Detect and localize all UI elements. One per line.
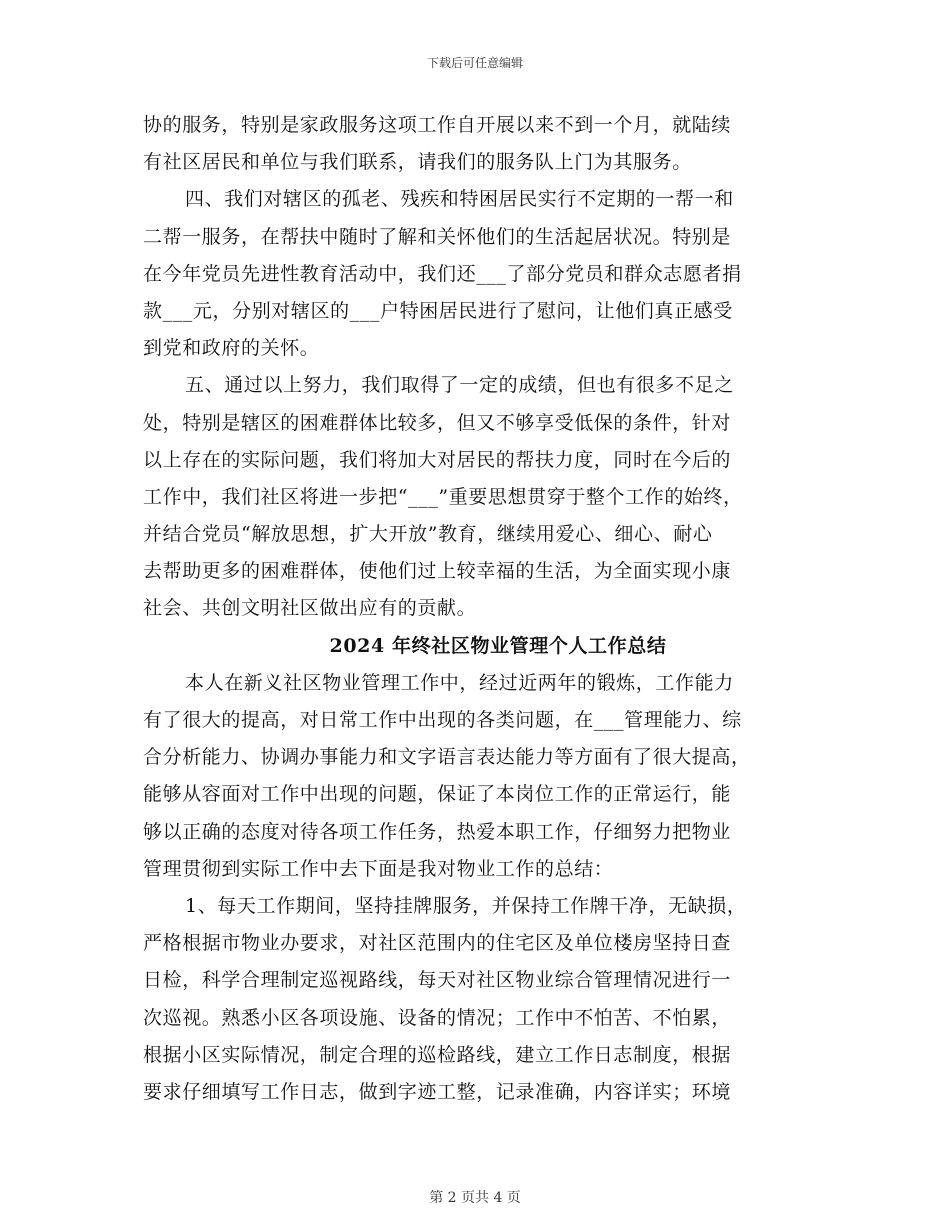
paragraph-line: 在今年党员先进性教育活动中，我们还___了部分党员和群众志愿者捐 [143, 262, 742, 285]
paragraph-line: 要求仔细填写工作日志，做到字迹工整，记录准确，内容详实；环境 [143, 1080, 732, 1103]
paragraph-line: 以上存在的实际问题，我们将加大对居民的帮扶力度，同时在今后的 [143, 448, 732, 471]
paragraph-line: 并结合党员“解放思想，扩大开放”教育，继续用爱心、细心、耐心 [143, 523, 713, 546]
paragraph-line: 严格根据市物业办要求，对社区范围内的住宅区及单位楼房坚持日查 [143, 932, 732, 955]
paragraph-line: 合分析能力、协调办事能力和文字语言表达能力等方面有了很大提高， [143, 746, 751, 769]
paragraph-line: 到党和政府的关怀。 [143, 337, 320, 360]
paragraph-line: 二帮一服务，在帮扶中随时了解和关怀他们的生活起居状况。特别是 [143, 225, 732, 248]
paragraph-line: 有了很大的提高，对日常工作中出现的各类问题，在___管理能力、综 [143, 709, 742, 731]
page-header: 下载后可任意编辑 [426, 56, 523, 70]
paragraph-line: 去帮助更多的困难群体，使他们过上较幸福的生活，为全面实现小康 [143, 560, 732, 583]
paragraph-line: 日检，科学合理制定巡视路线，每天对社区物业综合管理情况进行一 [143, 969, 732, 992]
paragraph-first-line: 五、通过以上努力，我们取得了一定的成绩，但也有很多不足之 [185, 374, 734, 397]
section-title: 2024 年终社区物业管理个人工作总结 [329, 634, 667, 657]
paragraph-line: 工作中，我们社区将进一步把“___”重要思想贯穿于整个工作的始终， [143, 485, 743, 508]
paragraph-first-line: 本人在新义社区物业管理工作中，经过近两年的锻炼，工作能力 [185, 671, 734, 694]
paragraph-line: 次巡视。熟悉小区各项设施、设备的情况；工作中不怕苦、不怕累， [143, 1006, 732, 1029]
paragraph-line: 够以正确的态度对待各项工作任务，热爱本职工作，仔细努力把物业 [143, 820, 732, 843]
page-footer: 第 2 页共 4 页 [429, 1190, 521, 1206]
paragraph-line: 款___元，分别对辖区的___户特困居民进行了慰问，让他们真正感受 [143, 299, 733, 322]
document-body [143, 107, 833, 1111]
paragraph-line: 根据小区实际情况，制定合理的巡检路线，建立工作日志制度，根据 [143, 1043, 732, 1066]
paragraph-line: 处，特别是辖区的困难群体比较多，但又不够享受低保的条件，针对 [143, 411, 732, 434]
paragraph-line: 协的服务，特别是家政服务这项工作自开展以来不到一个月，就陆续 [143, 114, 732, 136]
paragraph-first-line: 四、我们对辖区的孤老、残疾和特困居民实行不定期的一帮一和 [185, 188, 734, 211]
paragraph-line: 有社区居民和单位与我们联系，请我们的服务队上门为其服务。 [143, 151, 692, 174]
paragraph-line: 管理贯彻到实际工作中去下面是我对物业工作的总结： [143, 857, 614, 880]
paragraph-line: 能够从容面对工作中出现的问题，保证了本岗位工作的正常运行，能 [143, 783, 732, 806]
paragraph-line: 社会、共创文明社区做出应有的贡献。 [143, 597, 477, 620]
paragraph-first-line: 1、每天工作期间，坚持挂牌服务，并保持工作牌干净，无缺损， [185, 894, 747, 917]
